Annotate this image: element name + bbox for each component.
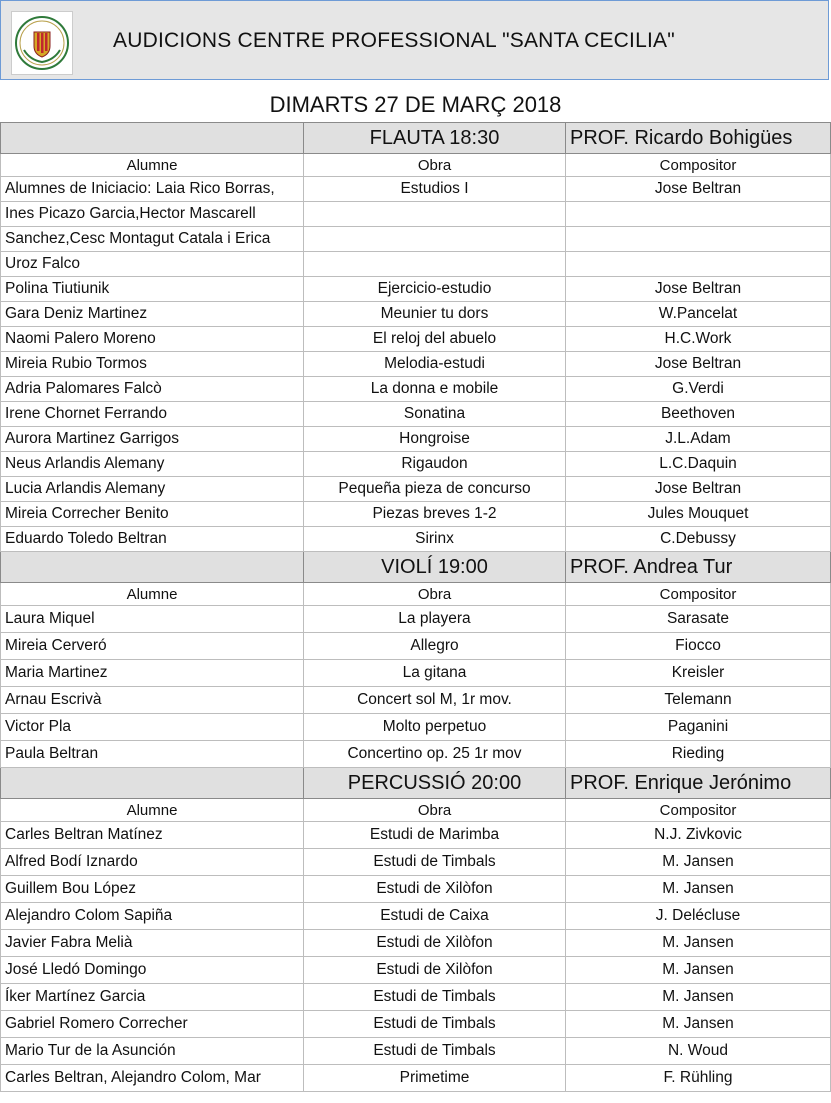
table-row (1, 327, 831, 352)
work-cell: Pequeña pieza de concurso (304, 477, 566, 502)
student-cell: Aurora Martinez Garrigos (1, 427, 304, 452)
composer-cell: Beethoven (566, 402, 831, 427)
table-row (1, 1011, 831, 1038)
work-cell: Estudi de Xilòfon (304, 876, 566, 903)
table-row (1, 202, 831, 227)
section-professor: PROF. Ricardo Bohigües (566, 123, 831, 154)
column-header-student: Alumne (1, 154, 304, 177)
student-cell: Adria Palomares Falcò (1, 377, 304, 402)
table-row (1, 352, 831, 377)
student-cell: Uroz Falco (1, 252, 304, 277)
composer-cell: M. Jansen (566, 957, 831, 984)
student-cell: Arnau Escrivà (1, 687, 304, 714)
composer-cell (566, 252, 831, 277)
table-row (1, 402, 831, 427)
column-header-row (1, 154, 831, 177)
work-cell: Estudi de Xilòfon (304, 957, 566, 984)
section-name: VIOLÍ 19:00 (304, 552, 566, 583)
composer-cell: M. Jansen (566, 1011, 831, 1038)
column-header-work: Obra (304, 583, 566, 606)
section-professor: PROF. Andrea Tur (566, 552, 831, 583)
section-empty-cell (1, 768, 304, 799)
page-title: AUDICIONS CENTRE PROFESSIONAL "SANTA CECILIA" (113, 29, 675, 52)
composer-cell: Kreisler (566, 660, 831, 687)
composer-cell: N.J. Zivkovic (566, 822, 831, 849)
student-cell: Gabriel Romero Correcher (1, 1011, 304, 1038)
work-cell: El reloj del abuelo (304, 327, 566, 352)
table-row (1, 427, 831, 452)
composer-cell: Jose Beltran (566, 477, 831, 502)
table-row (1, 930, 831, 957)
student-cell: Mireia Cerveró (1, 633, 304, 660)
composer-cell: Jules Mouquet (566, 502, 831, 527)
composer-cell (566, 202, 831, 227)
student-cell: Gara Deniz Martinez (1, 302, 304, 327)
table-row (1, 477, 831, 502)
work-cell: Estudi de Xilòfon (304, 930, 566, 957)
section-name: PERCUSSIÓ 20:00 (304, 768, 566, 799)
work-cell: La gitana (304, 660, 566, 687)
table-row (1, 302, 831, 327)
table-row (1, 903, 831, 930)
student-cell: Paula Beltran (1, 741, 304, 768)
column-header-student: Alumne (1, 799, 304, 822)
school-logo (11, 11, 73, 75)
work-cell: Estudi de Caixa (304, 903, 566, 930)
student-cell: Sanchez,Cesc Montagut Catala i Erica (1, 227, 304, 252)
work-cell: Rigaudon (304, 452, 566, 477)
work-cell (304, 227, 566, 252)
composer-cell: J. Delécluse (566, 903, 831, 930)
work-cell: Concertino op. 25 1r mov (304, 741, 566, 768)
composer-cell: Telemann (566, 687, 831, 714)
column-header-composer: Compositor (566, 583, 831, 606)
student-cell: Eduardo Toledo Beltran (1, 527, 304, 552)
student-cell: Naomi Palero Moreno (1, 327, 304, 352)
column-header-row (1, 583, 831, 606)
work-cell: Estudi de Timbals (304, 1038, 566, 1065)
work-cell: Ejercicio-estudio (304, 277, 566, 302)
composer-cell: M. Jansen (566, 849, 831, 876)
composer-cell: H.C.Work (566, 327, 831, 352)
table-row (1, 957, 831, 984)
work-cell: La playera (304, 606, 566, 633)
work-cell (304, 252, 566, 277)
column-header-work: Obra (304, 154, 566, 177)
composer-cell: W.Pancelat (566, 302, 831, 327)
table-row (1, 714, 831, 741)
student-cell: Victor Pla (1, 714, 304, 741)
student-cell: Lucia Arlandis Alemany (1, 477, 304, 502)
table-row (1, 984, 831, 1011)
student-cell: Alejandro Colom Sapiña (1, 903, 304, 930)
composer-cell: Paganini (566, 714, 831, 741)
work-cell: Estudios I (304, 177, 566, 202)
section-header (1, 123, 831, 154)
composer-cell: G.Verdi (566, 377, 831, 402)
event-date: DIMARTS 27 DE MARÇ 2018 (269, 92, 562, 117)
work-cell: Molto perpetuo (304, 714, 566, 741)
student-cell: Carles Beltran, Alejandro Colom, Mar (1, 1065, 304, 1092)
table-row (1, 227, 831, 252)
section-header (1, 552, 831, 583)
work-cell (304, 202, 566, 227)
composer-cell: Jose Beltran (566, 277, 831, 302)
composer-cell (566, 227, 831, 252)
section-professor: PROF. Enrique Jerónimo (566, 768, 831, 799)
table-row (1, 741, 831, 768)
student-cell: Laura Miquel (1, 606, 304, 633)
section-empty-cell (1, 123, 304, 154)
composer-cell: M. Jansen (566, 984, 831, 1011)
table-row (1, 1065, 831, 1092)
composer-cell: M. Jansen (566, 876, 831, 903)
table-row (1, 1038, 831, 1065)
composer-cell: N. Woud (566, 1038, 831, 1065)
column-header-student: Alumne (1, 583, 304, 606)
page-header (0, 0, 829, 80)
table-row (1, 452, 831, 477)
student-cell: Mireia Rubio Tormos (1, 352, 304, 377)
work-cell: Melodia-estudi (304, 352, 566, 377)
table-row (1, 377, 831, 402)
column-header-row (1, 799, 831, 822)
table-row (1, 177, 831, 202)
composer-cell: Jose Beltran (566, 177, 831, 202)
student-cell: Mireia Correcher Benito (1, 502, 304, 527)
work-cell: Allegro (304, 633, 566, 660)
column-header-composer: Compositor (566, 154, 831, 177)
table-row (1, 660, 831, 687)
work-cell: Sonatina (304, 402, 566, 427)
work-cell: Concert sol M, 1r mov. (304, 687, 566, 714)
table-row (1, 876, 831, 903)
work-cell: Meunier tu dors (304, 302, 566, 327)
student-cell: Polina Tiutiunik (1, 277, 304, 302)
student-cell: Mario Tur de la Asunción (1, 1038, 304, 1065)
composer-cell: Sarasate (566, 606, 831, 633)
work-cell: Piezas breves 1-2 (304, 502, 566, 527)
section-header (1, 768, 831, 799)
student-cell: Carles Beltran Matínez (1, 822, 304, 849)
composer-cell: C.Debussy (566, 527, 831, 552)
table-row (1, 822, 831, 849)
student-cell: Irene Chornet Ferrando (1, 402, 304, 427)
table-row (1, 502, 831, 527)
table-row (1, 252, 831, 277)
composer-cell: Rieding (566, 741, 831, 768)
work-cell: Estudi de Timbals (304, 849, 566, 876)
student-cell: Neus Arlandis Alemany (1, 452, 304, 477)
student-cell: Guillem Bou López (1, 876, 304, 903)
student-cell: Alumnes de Iniciacio: Laia Rico Borras, (1, 177, 304, 202)
table-row (1, 849, 831, 876)
composer-cell: J.L.Adam (566, 427, 831, 452)
table-row (1, 606, 831, 633)
student-cell: José Lledó Domingo (1, 957, 304, 984)
table-row (1, 687, 831, 714)
work-cell: Sirinx (304, 527, 566, 552)
work-cell: Hongroise (304, 427, 566, 452)
section-empty-cell (1, 552, 304, 583)
composer-cell: Fiocco (566, 633, 831, 660)
student-cell: Maria Martinez (1, 660, 304, 687)
student-cell: Javier Fabra Melià (1, 930, 304, 957)
column-header-work: Obra (304, 799, 566, 822)
student-cell: Íker Martínez Garcia (1, 984, 304, 1011)
work-cell: La donna e mobile (304, 377, 566, 402)
table-row (1, 633, 831, 660)
composer-cell: Jose Beltran (566, 352, 831, 377)
composer-cell: F. Rühling (566, 1065, 831, 1092)
column-header-composer: Compositor (566, 799, 831, 822)
table-row (1, 277, 831, 302)
composer-cell: L.C.Daquin (566, 452, 831, 477)
student-cell: Ines Picazo Garcia,Hector Mascarell (1, 202, 304, 227)
schedule-table (0, 122, 831, 1092)
student-cell: Alfred Bodí Iznardo (1, 849, 304, 876)
work-cell: Primetime (304, 1065, 566, 1092)
work-cell: Estudi de Marimba (304, 822, 566, 849)
work-cell: Estudi de Timbals (304, 1011, 566, 1038)
section-name: FLAUTA 18:30 (304, 123, 566, 154)
work-cell: Estudi de Timbals (304, 984, 566, 1011)
table-row (1, 527, 831, 552)
composer-cell: M. Jansen (566, 930, 831, 957)
